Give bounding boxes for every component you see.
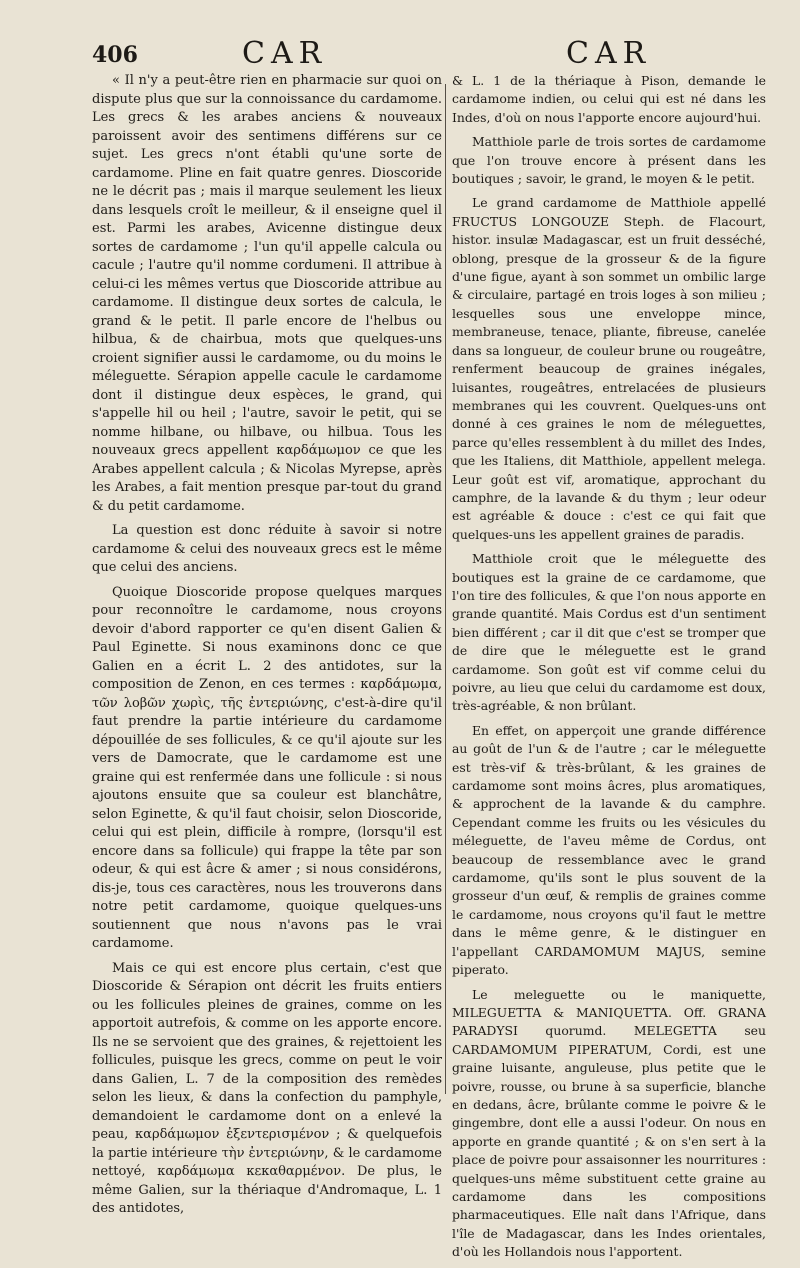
- paragraph: Le meleguette ou le maniquette, MILEGUETTA & MANIQUETTA. Off. GRANA PARADYSI quorumd. MELEGETTA seu CARDAMOMUM PIPERATUM, Cordi, est une graine luisante, anguleuse, plus petite que le poivre, rousse, ou brune à sa superficie, blanche en dedans, âcre, brûlante comme le poivre & le gingembre, dont elle a aussi l'odeur. On nous en apporte en grande quantité ; & on s'en sert à la place de poivre pour assaisonner les nourritures : quelques-uns même substituent cette graine au cardamome dans les compositions pharmaceutiques. Elle naît dans l'Afrique, dans l'île de Madagascar, dans les Indes orientales, d'où les Hollandois nous l'apportent.: [452, 986, 766, 1260]
- paragraph: Mais ce qui est encore plus certain, c'est que Dioscoride & Sérapion ont décrit les fruits entiers ou les follicules pleines de graines, comme on les apportoit autrefois, & comme on les apporte encore. Ils ne se servoient que des graines, & rejettoient les follicules, puisque les grecs, comme on peut le voir dans Galien, L. 7 de la composition des remèdes selon les lieux, & dans la confection du pamphyle, demandoient le cardamome dont on a enlevé la peau, καρδάμωμον ἐξεντερισμένον ; & quelquefois la partie intérieure τὴν ἐντεριώνην, & le cardamome nettoyé, καρδάμωμα κεκαθαρμένον. De plus, le même Galien, sur la thériaque d'Andromaque, L. 1 des antidotes,: [92, 960, 442, 1216]
- running-head-right: CAR: [566, 36, 652, 71]
- running-head-left: CAR: [242, 36, 328, 71]
- paragraph: La question est donc réduite à savoir si notre cardamome & celui des nouveaux grecs est le même que celui des anciens.: [92, 523, 442, 575]
- paragraph: & L. 1 de la thériaque à Pison, demande le cardamome indien, ou celui qui est né dans les Indes, d'où on nous l'apporte encore aujourd'hui.: [452, 73, 766, 125]
- column-divider: [445, 84, 446, 1094]
- paragraph: Matthiole parle de trois sortes de cardamome que l'on trouve encore à présent dans les boutiques ; savoir, le grand, le moyen & le petit.: [452, 134, 766, 187]
- paragraph: « Il n'y a peut-être rien en pharmacie sur quoi on dispute plus que sur la connoissance du cardamome. Les grecs & les arabes anciens & nouveaux paroissent avoir des sentimens différens sur ce sujet. Les grecs n'ont établi qu'une sorte de cardamome. Pline en fait quatre genres. Dioscoride ne le décrit pas ; mais il marque seulement les lieux dans lesquels croît le meilleur, & il enseigne quel il est. Parmi les arabes, Avicenne distingue deux sortes de cardamome ; l'un qu'il appelle calcula ou cacule ; l'autre qu'il nomme cordumeni. Il attribue à celui-ci les mêmes vertus que Dioscoride attribue au cardamome. Il distingue deux sortes de calcula, le grand & le petit. Il parle encore de l'helbus ou hilbua, & de chairbua, mots que quelques-uns croient signifier aussi le cardamome, ou du moins le méleguette. Sérapion appelle cacule le cardamome dont il distingue deux espèces, le grand, qui s'appelle hil ou heil ; l'autre, savoir le petit, qui se nomme hilbane, ou hilbave, ou hilbua. Tous les nouveaux grecs appellent καρδάμωμον ce que les Arabes appellent calcula ; & Nicolas Myrepse, après les Arabes, a fait mention presque par-tout du grand & du petit cardamome.: [92, 73, 442, 514]
- right-column: [452, 72, 766, 1268]
- page-number: 406: [92, 42, 138, 68]
- page-header: [92, 34, 762, 74]
- left-column: [92, 72, 442, 1225]
- paragraph: En effet, on apperçoit une grande différence au goût de l'un & de l'autre ; car le méleguette est très-vif & très-brûlant, & les graines de cardamome sont moins âcres, plus aromatiques, & approchent de la lavande & du camphre. Cependant comme les fruits ou les vésicules du méleguette, de l'aveu même de Cordus, ont beaucoup de ressemblance avec le grand cardamome, qu'ils sont le plus souvent de la grosseur d'un œuf, & remplis de graines comme le cardamome, nous croyons qu'il faut le mettre dans le même genre, & le distinguer en l'appellant CARDAMOMUM MAJUS, semine piperato.: [452, 722, 766, 978]
- paragraph: Quoique Dioscoride propose quelques marques pour reconnoître le cardamome, nous croyons devoir d'abord rapporter ce qu'en disent Galien & Paul Eginette. Si nous examinons donc ce que Galien en a écrit L. 2 des antidotes, sur la composition de Zenon, en ces termes : καρδάμωμα, τῶν λοβῶν χωρὶς, τῆς ἐντεριώνης, c'est-à-dire qu'il faut prendre la partie intérieure du cardamome dépouillée de ses follicules, & ce qu'il ajoute sur les vers de Damocrate, que le cardamome est une graine qui est renfermée dans une follicule : si nous ajoutons ensuite que sa couleur est blanchâtre, selon Eginette, & qu'il faut choisir, selon Dioscoride, celui qui est plein, difficile à rompre, (lorsqu'il est encore dans sa follicule) qui frappe la tête par son odeur, & qui est âcre & amer ; si nous considérons, dis-je, tous ces caractères, nous les trouverons dans notre petit cardamome, quoique quelques-uns soutiennent que nous n'avons pas le vrai cardamome.: [92, 584, 442, 951]
- paragraph: Le grand cardamome de Matthiole appellé FRUCTUS LONGOUZE Steph. de Flacourt, histor. insulæ Madagascar, est un fruit desséché, oblong, presque de la grosseur & de la figure d'une figue, ayant à son sommet un ombilic large & circulaire, partagé en trois loges à son milieu ; lesquelles sous une enveloppe mince, membraneuse, tenace, pliante, fibreuse, canelée dans sa longueur, de couleur brune ou rougeâtre, renferment beaucoup de graines inégales, luisantes, rougeâtres, entrelacées de plusieurs membranes qui les couvrent. Quelques-uns ont donné à ces graines le nom de méleguettes, parce qu'elles ressemblent à du millet des Indes, que les Italiens, dit Matthiole, appellent melega. Leur goût est vif, aromatique, approchant du camphre, de la lavande & du thym ; leur odeur est agréable & douce : c'est ce qui fait que quelques-uns les appellent graines de paradis.: [452, 195, 766, 542]
- paragraph: Matthiole croit que le méleguette des boutiques est la graine de ce cardamome, que l'on tire des follicules, & que l'on nous apporte en grande quantité. Mais Cordus est d'un sentiment bien différent ; car il dit que c'est se tromper que de dire que le méleguette est le grand cardamome. Son goût est vif comme celui du poivre, au lieu que celui du cardamome est doux, très-agréable, & non brûlant.: [452, 551, 766, 714]
